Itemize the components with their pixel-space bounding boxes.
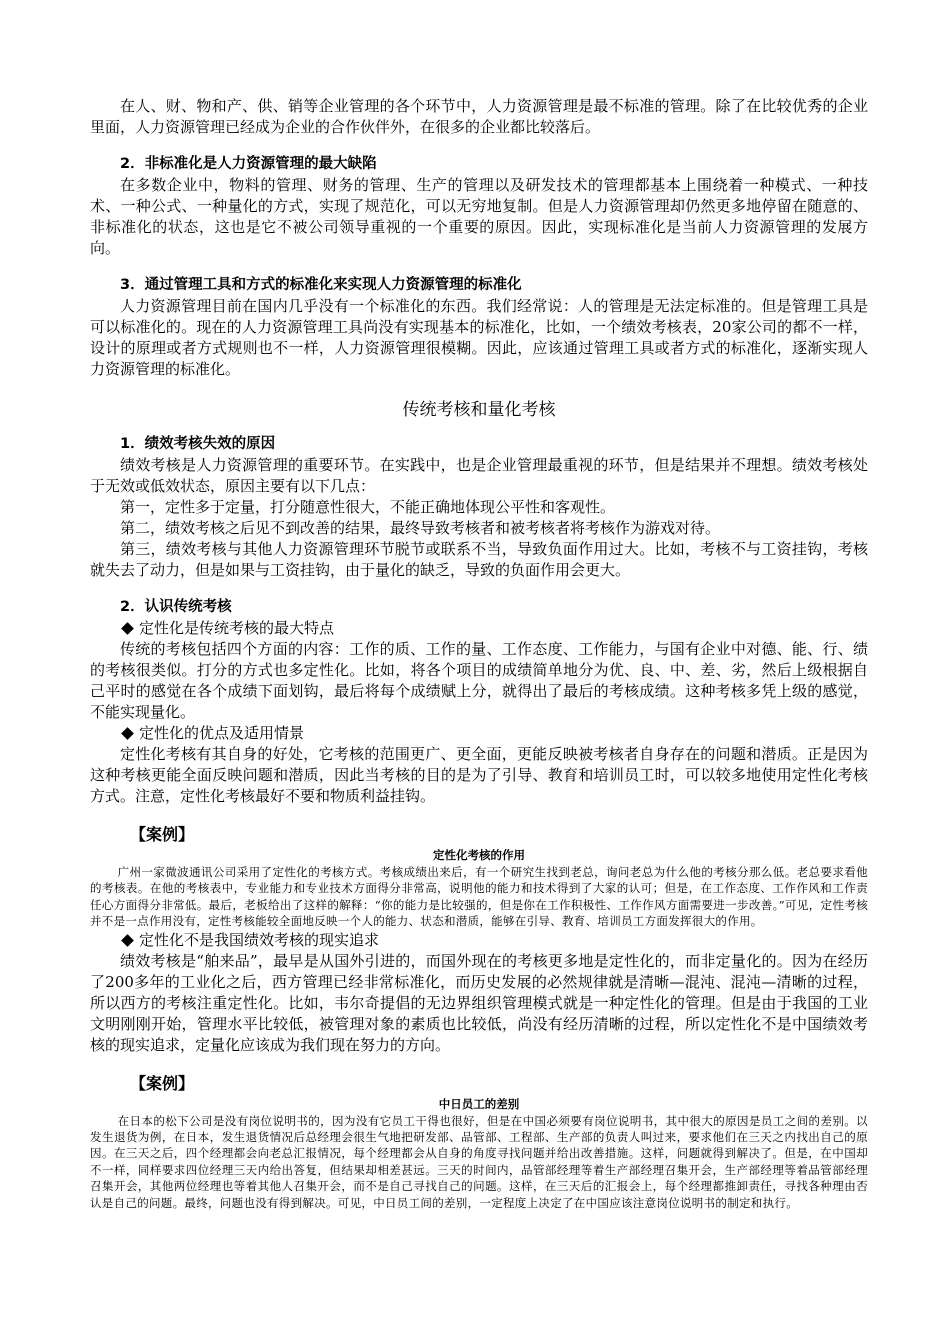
case-1-paragraph: 广州一家微波通讯公司采用了定性化的考核方式。考核成绩出来后，有一个研究生找到老总，询问老总为什么他的考核分那么低。老总要求看他的考核表。在他的考核表中，专业能力和专业技术方面得分非常高，说明他的能力和技术得到了大家的认可；但是，在工作态度、工作作风和工作责任心方面得分非常低。最后，老板给出了这样的解释：“你的能力是比较强的，但是你在工作积极性、工作作风方面需要进一步改善。”可见，定性考核并不是一点作用没有，定性考核能较全面地反映一个人的能力、状态和潜质，能够在引导、教育、培训员工方面发挥很大的作用。 <box>90 865 868 929</box>
bullet-label: 定性化不是我国绩效考核的现实追求 <box>139 930 380 949</box>
chapter-title: 传统考核和量化考核 <box>402 400 556 420</box>
bullet-label: 定性化是传统考核的最大特点 <box>139 619 335 637</box>
subsection-heading-1: 1．绩效考核失效的原因 <box>120 436 276 452</box>
reason-2-paragraph: 第二，绩效考核之后见不到改善的结果，最终导致考核者和被考核者将考核作为游戏对待。 <box>120 519 721 537</box>
bullet-1-paragraph: 传统的考核包括四个方面的内容：工作的质、工作的量、工作态度、工作能力，与国有企业中对德、能、行、绩的考核很类似。打分的方式也多定性化。比如，将各个项目的成绩简单地分为优、良、中、差、劣，然后上级根据自己平时的感觉在各个成绩下面划钩，最后将每个成绩赋上分，就得出了最后的考核成绩。这种考核多凭上级的感觉，不能实现量化。 <box>90 640 868 721</box>
case-title-2: 中日员工的差别 <box>438 1096 520 1111</box>
case-label-1: 【案例】 <box>130 825 195 844</box>
section-heading-2: 2．非标准化是人力资源管理的最大缺陷 <box>120 156 377 172</box>
reason-1-paragraph: 第一，定性多于定量，打分随意性很大，不能正确地体现公平性和客观性。 <box>120 498 616 516</box>
bullet-item-3 <box>90 930 868 951</box>
section-2-paragraph: 在多数企业中，物料的管理、财务的管理、生产的管理以及研发技术的管理都基本上围绕着一种模式、一种技术、一种公式、一种量化的方式，实现了规范化，可以无穷地复制。但是人力资源管理却仍然更多地停留在随意的、非标准化的状态，这也是它不被公司领导重视的一个重要的原因。因此，实现标准化是当前人力资源管理的发展方向。 <box>90 176 868 257</box>
bullet-item-2 <box>90 723 868 744</box>
section-3-paragraph: 人力资源管理目前在国内几乎没有一个标准化的东西。我们经常说：人的管理是无法定标准的。但是管理工具是可以标准化的。现在的人力资源管理工具尚没有实现基本的标准化，比如，一个绩效考核表，20家公司的都不一样，设计的原理或者方式规则也不一样，人力资源管理很模糊。因此，应该通过管理工具或者方式的标准化，逐渐实现人力资源管理的标准化。 <box>90 297 868 378</box>
diamond-bullet-icon <box>121 934 134 947</box>
bullet-3-paragraph: 绩效考核是“舶来品”，最早是从国外引进的，而国外现在的考核更多地是定性化的，而非定量化的。因为在经历了200多年的工业化之后，西方管理已经非常标准化，而历史发展的必然规律就是清晰—混沌、混沌—清晰的过程，所以西方的考核注重定性化。比如，韦尔奇提倡的无边界组织管理模式就是一种定性化的管理。但是由于我国的工业文明刚刚开始，管理水平比较低，被管理对象的素质也比较低，尚没有经历清晰的过程，所以定性化不是中国绩效考核的现实追求，定量化应该成为我们现在努力的方向。 <box>90 951 868 1054</box>
bullet-2-paragraph: 定性化考核有其自身的好处，它考核的范围更广、更全面，更能反映被考核者自身存在的问题和潜质。正是因为这种考核更能全面反映问题和潜质，因此当考核的目的是为了引导、教育和培训员工时，可以较多地使用定性化考核方式。注意，定性化考核最好不要和物质利益挂钩。 <box>90 745 868 805</box>
case-title-1: 定性化考核的作用 <box>433 848 525 862</box>
section-heading-3: 3．通过管理工具和方式的标准化来实现人力资源管理的标准化 <box>120 277 522 293</box>
reason-3-paragraph: 第三，绩效考核与其他人力资源管理环节脱节或联系不当，导致负面作用过大。比如，考核不与工资挂钩，考核就失去了动力，但是如果与工资挂钩，由于量化的缺乏，导致的负面作用会更大。 <box>90 540 868 579</box>
case-label-2: 【案例】 <box>130 1073 195 1093</box>
reasons-intro-paragraph: 绩效考核是人力资源管理的重要环节。在实践中，也是企业管理最重视的环节，但是结果并不理想。绩效考核处于无效或低效状态，原因主要有以下几点： <box>90 456 868 495</box>
diamond-bullet-icon <box>121 727 134 740</box>
diamond-bullet-icon <box>121 622 134 635</box>
bullet-item-1 <box>90 618 868 639</box>
subsection-heading-2: 2．认识传统考核 <box>120 599 232 615</box>
intro-paragraph: 在人、财、物和产、供、销等企业管理的各个环节中，人力资源管理是最不标准的管理。除了在比较优秀的企业里面，人力资源管理已经成为企业的合作伙伴外，在很多的企业都比较落后。 <box>90 97 868 136</box>
case-2-paragraph: 在日本的松下公司是没有岗位说明书的，因为没有它员工干得也很好，但是在中国必须要有岗位说明书，其中很大的原因是员工之间的差别。以发生退货为例，在日本，发生退货情况后总经理会很生气地把研发部、品管部、工程部、生产部的负责人叫过来，要求他们在三天之内找出自己的原因。在三天之后，四个经理都会向老总汇报情况，每个经理都会从自身的角度寻找问题并给出改善措施。这样，问题就得到解决了。但是，在中国却不一样，同样要求四位经理三天内给出答复，但结果却相差甚远。三天的时间内，品管部经理等着生产部经理召集开会，生产部经理等着品管部经理召集开会，其他两位经理也等着其他人召集开会，而不是自己寻找自己的问题。这样，在三天后的汇报会上，每个经理都推卸责任，寻找各种理由否认是自己的问题。最终，问题也没有得到解决。可见，中日员工间的差别，一定程度上决定了在中国应该注意岗位说明书的制定和执行。 <box>90 1113 868 1210</box>
bullet-label: 定性化的优点及适用情景 <box>139 724 305 742</box>
document-page <box>90 96 868 1211</box>
